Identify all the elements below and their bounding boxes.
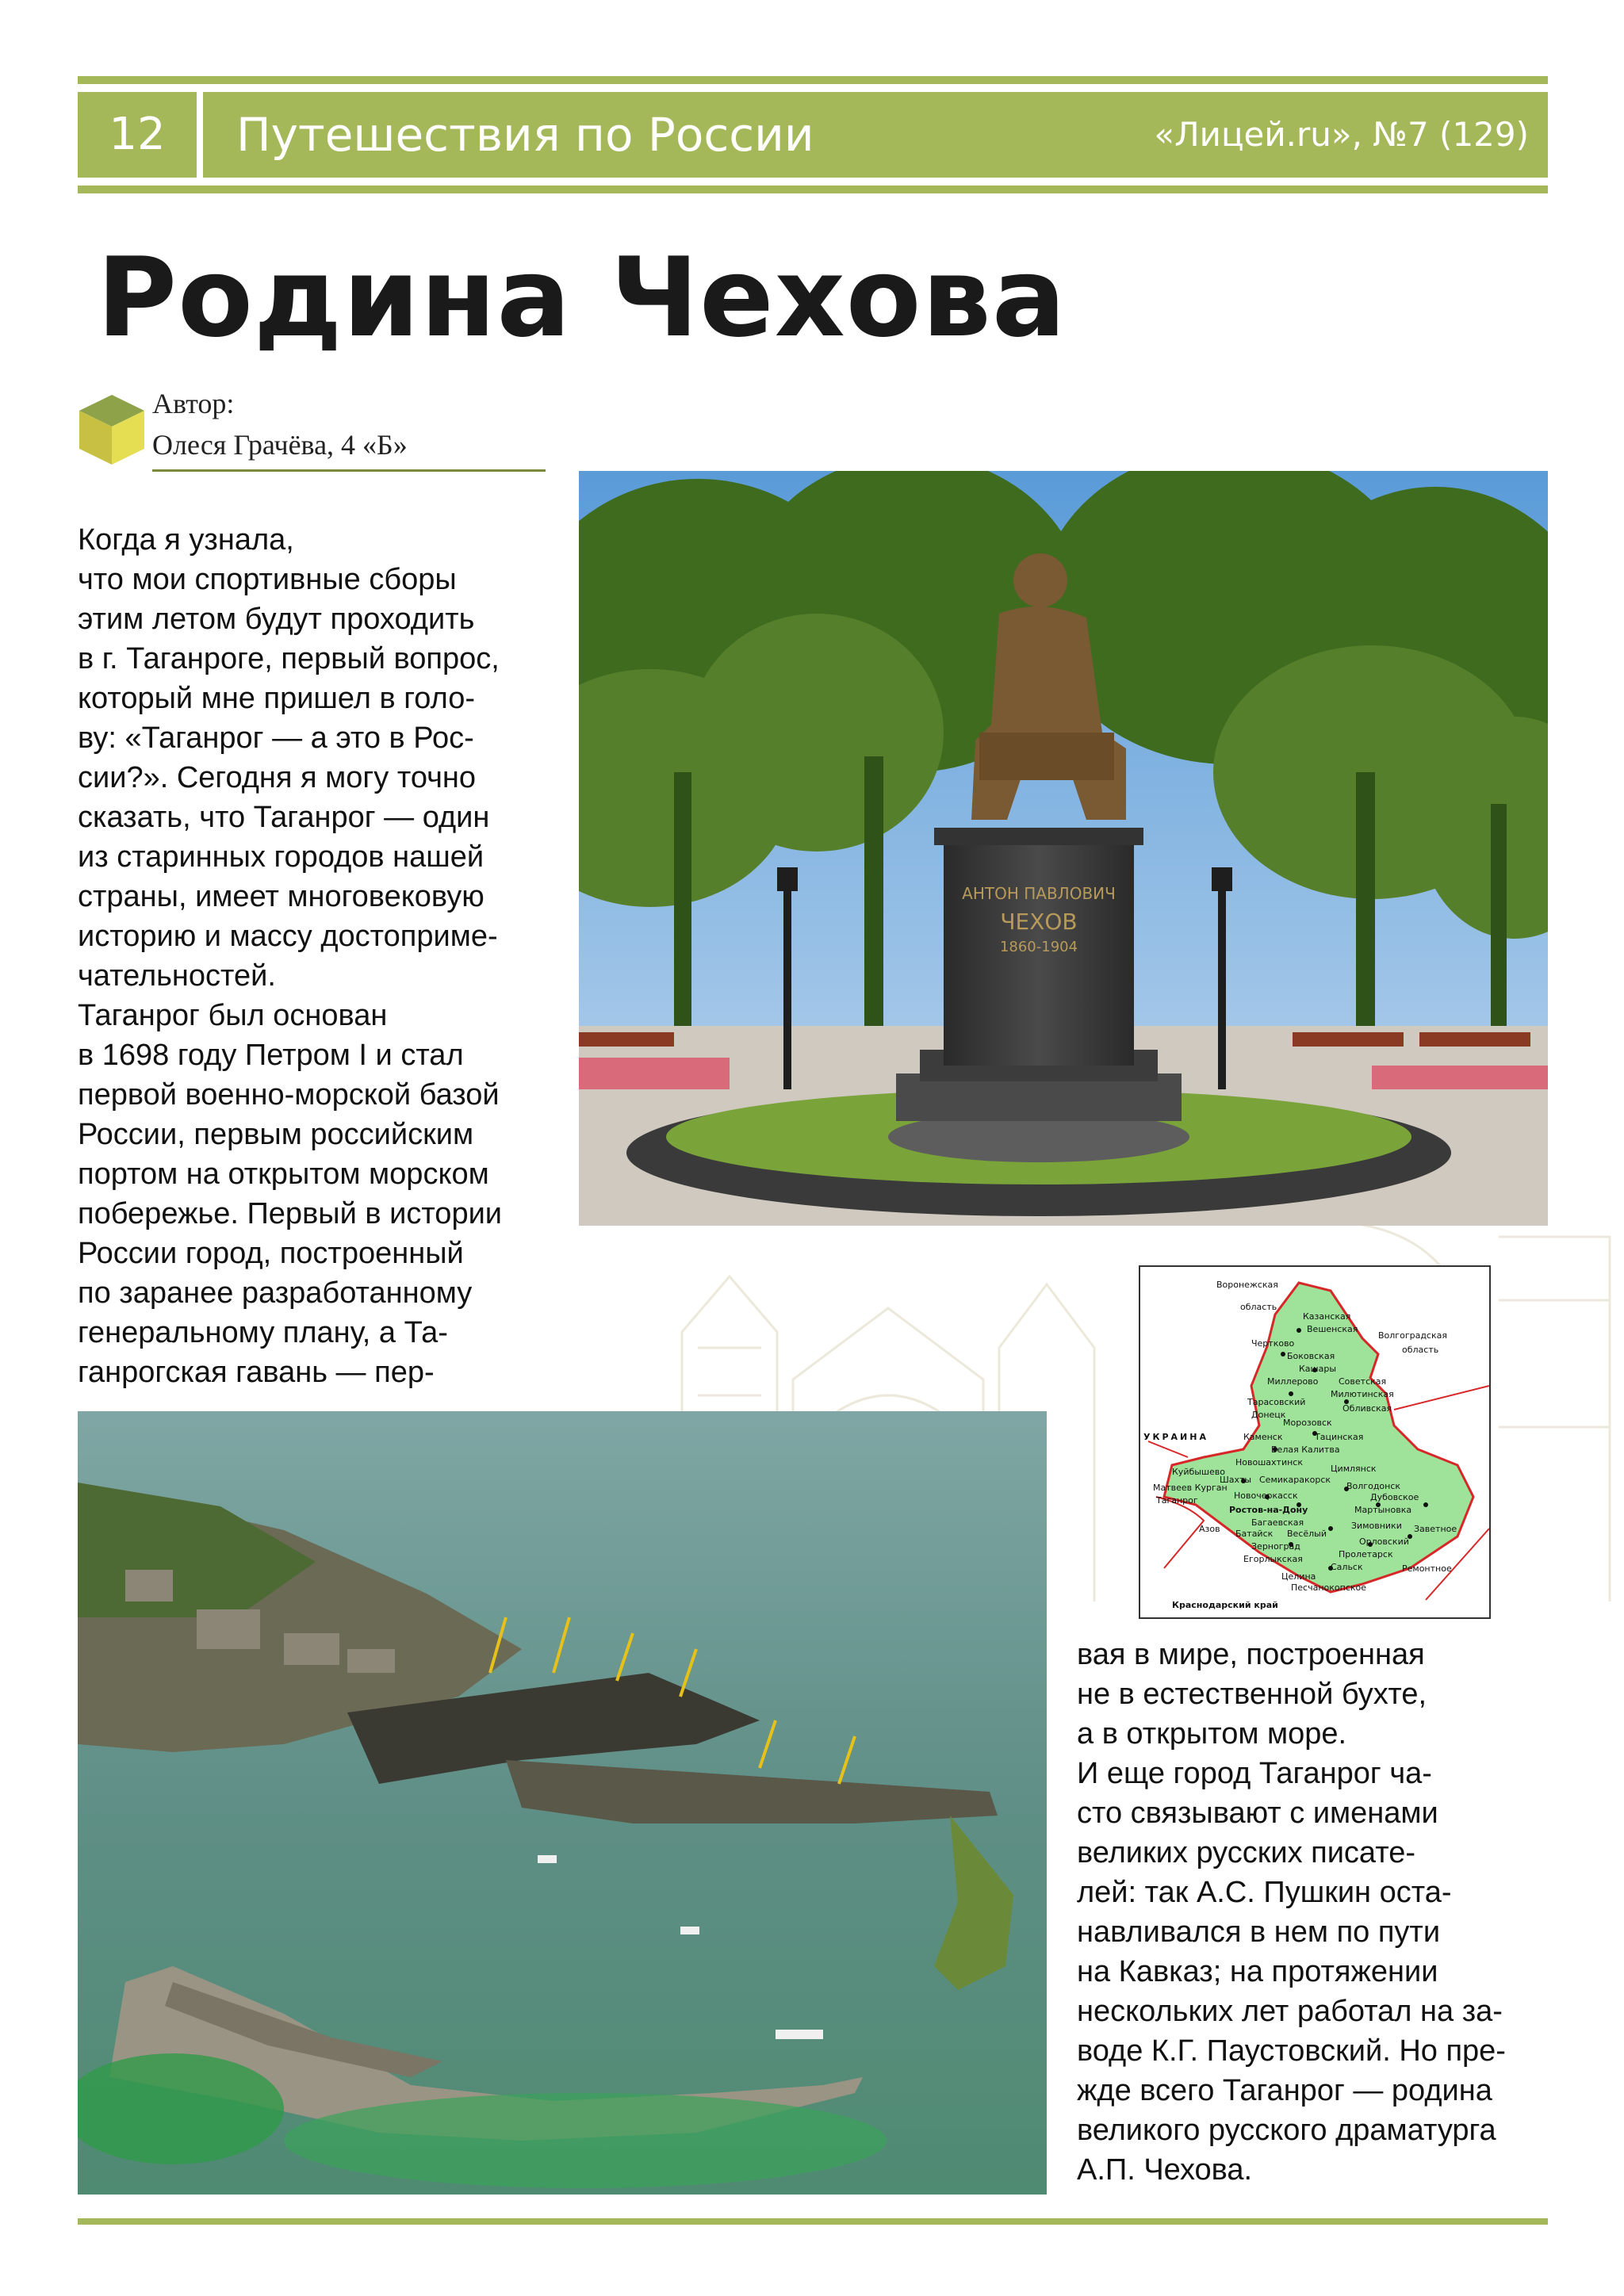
map-label: Милютинская [1331, 1389, 1394, 1399]
section-header [78, 92, 1548, 178]
map-label: Волгодонск [1346, 1481, 1401, 1491]
map-label: Новошахтинск [1235, 1457, 1303, 1468]
article-text-column-right: вая в мире, построенная не в естественной бухте, а в открытом море. И еще город Таганрог ча- сто связывают с именами великих русских писате- лей: так А.С. Пушкин оста- навливался в нем по пути на Кавказ; на протяжении нескольких лет работал на за- воде К.Г. Паустовский. Но пре- жде всего Таганрог — родина великого русского драматурга А.П. Чехова. [1077, 1638, 1506, 2187]
plaque-line-1: АНТОН ПАВЛОВИЧ [962, 884, 1116, 903]
map-label: Мартыновка [1354, 1505, 1412, 1515]
map-label: Батайск [1235, 1529, 1274, 1539]
map-label: Дубовское [1370, 1492, 1419, 1502]
rostov-region-map [1139, 1265, 1491, 1619]
map-label: Тарасовский [1247, 1397, 1306, 1407]
map-label: Песчанокопское [1291, 1582, 1367, 1593]
map-label: Кашары [1299, 1364, 1337, 1374]
map-label: Казанская [1303, 1311, 1351, 1322]
map-label: Цимлянск [1331, 1464, 1377, 1474]
map-label: Таганрог [1156, 1495, 1198, 1506]
map-label: УКРАИНА [1143, 1432, 1208, 1442]
map-label: Заветное [1414, 1524, 1457, 1534]
map-label: Воронежская [1216, 1280, 1278, 1290]
issue-label: «Лицей.ru», №7 (129) [1154, 115, 1529, 154]
map-label: Миллерово [1267, 1376, 1319, 1387]
map-label: Донецк [1251, 1410, 1286, 1420]
section-title: Путешествия по России [236, 108, 814, 162]
cube-icon [76, 392, 147, 468]
map-label: Вешенская [1307, 1324, 1358, 1334]
map-label: Чертково [1251, 1338, 1295, 1349]
header-top-rule [78, 76, 1548, 84]
map-label: область [1240, 1302, 1277, 1312]
map-label: Советская [1339, 1376, 1387, 1387]
footer-rule [78, 2218, 1548, 2225]
plaque-line-3: 1860-1904 [999, 939, 1078, 955]
map-label: Каменск [1243, 1432, 1283, 1442]
header-bottom-rule [78, 186, 1548, 193]
taganrog-port-aerial-photo [78, 1411, 1047, 2195]
map-label: Азов [1199, 1524, 1220, 1534]
map-label: Морозовск [1283, 1418, 1332, 1428]
author-label: Автор: [152, 388, 235, 419]
map-label: Шахты [1220, 1475, 1252, 1485]
author-underline [152, 469, 546, 472]
map-label: Белая Калитва [1271, 1445, 1340, 1455]
article-text-column-left: Когда я узнала, что мои спортивные сборы этим летом будут проходить в г. Таганроге, первый вопрос, который мне пришел в голо- ву: «Таганрог — а это в Рос- сии?». Сегодня я могу точно сказать, что Таганрог — один из старинных городов нашей страны, имеет многовековую историю и массу достоприме- чательностей. Таганрог был основан в 1698 году Петром I и стал первой военно-морской базой России, первым российским портом на открытом морском побережье. Первый в истории России город, построенный по заранее разработанному генеральному плану, а Та- ганрогская гавань — пер- [78, 523, 503, 1389]
page-number: 12 [109, 109, 166, 160]
map-label: Весёлый [1287, 1529, 1327, 1539]
map-label: Пролетарск [1339, 1549, 1393, 1559]
map-label: Орловский [1359, 1536, 1409, 1547]
map-label: Ремонтное [1402, 1563, 1452, 1574]
map-label: Ростов-на-Дону [1229, 1505, 1308, 1515]
map-label: Тацинская [1315, 1432, 1364, 1442]
map-label: Багаевская [1251, 1517, 1304, 1528]
map-label: Егорлыкская [1243, 1554, 1303, 1564]
map-label: Сальск [1331, 1562, 1363, 1572]
map-label: Матвеев Курган [1153, 1483, 1228, 1493]
article-title: Родина Чехова [97, 234, 1067, 362]
map-label: Зерноград [1251, 1541, 1300, 1552]
map-label: Обливская [1342, 1403, 1392, 1414]
map-label: Зимовники [1351, 1521, 1402, 1531]
map-label: Семикаракорск [1259, 1475, 1331, 1485]
map-label: Куйбышево [1172, 1467, 1225, 1477]
author-name: Олеся Грачёва, 4 «Б» [152, 429, 408, 461]
map-label: область [1402, 1345, 1439, 1355]
chekhov-monument-photo [579, 471, 1548, 1226]
map-label: Целина [1281, 1571, 1316, 1582]
map-label: Волгоградская [1378, 1330, 1447, 1341]
map-label: Боковская [1287, 1351, 1335, 1361]
map-label: Новочеркасск [1234, 1490, 1298, 1501]
plaque-line-2: ЧЕХОВ [1000, 909, 1078, 935]
header-divider [197, 92, 203, 178]
map-label: Краснодарский край [1172, 1600, 1278, 1610]
